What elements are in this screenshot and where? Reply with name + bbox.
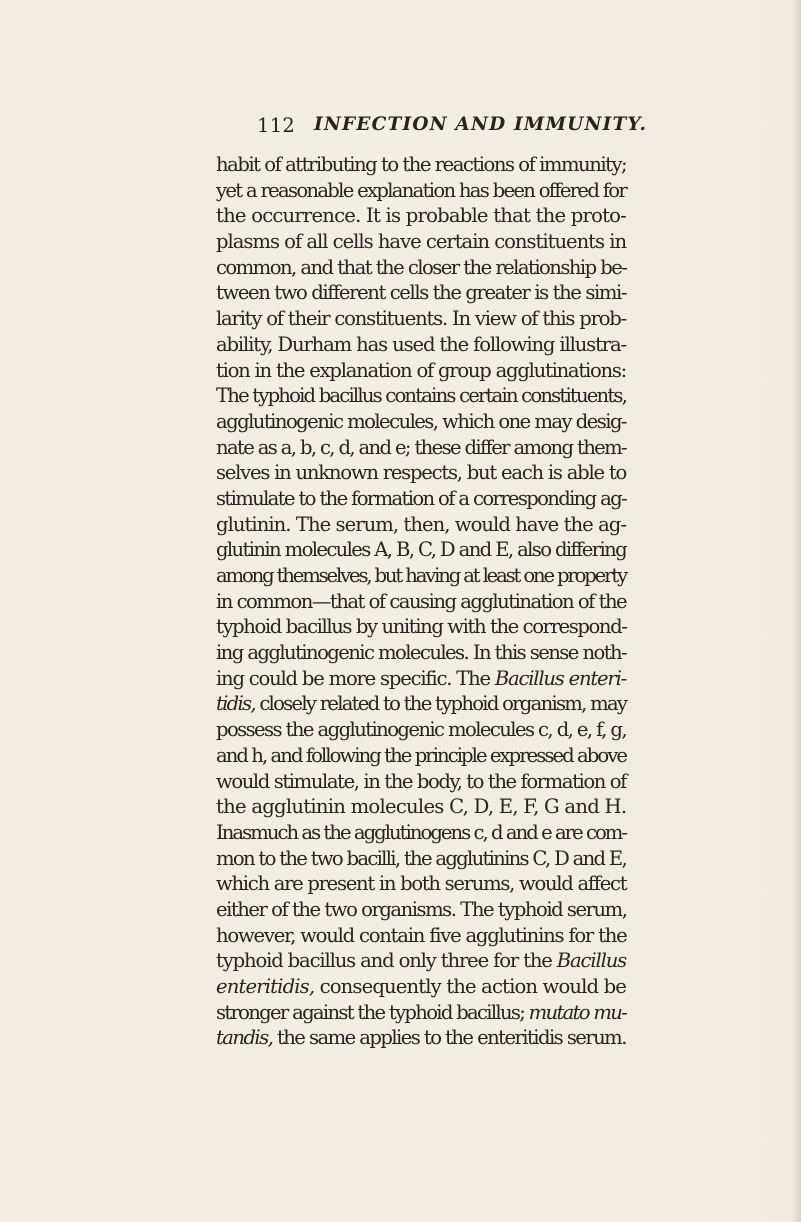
text-line: [216, 255, 626, 281]
text-line: [216, 871, 626, 897]
text-line: [216, 691, 626, 717]
italic-text-segment: tandis,: [216, 1026, 273, 1050]
text-line: [216, 846, 626, 872]
text-line: [216, 640, 626, 666]
text-line: [216, 306, 626, 332]
text-line: [216, 409, 626, 435]
text-segment: glutinin. The serum, then, would have the ag-: [216, 512, 626, 536]
text-segment: consequently the action would be: [314, 975, 627, 998]
text-line: [216, 614, 626, 640]
italic-text-segment: enteritidis,: [216, 975, 315, 998]
text-segment: the agglutinin molecules C, D, E, F, G and H.: [216, 795, 627, 819]
text-segment: in common—that of causing agglutination of the: [216, 589, 627, 613]
text-segment: possess the agglutinogenic molecules c, d, e, f, g,: [216, 718, 626, 742]
text-line: [216, 280, 626, 306]
text-segment: tion in the explanation of group agglutinations:: [216, 358, 626, 382]
text-segment: mon to the two bacilli, the agglutinins C, D and E,: [216, 846, 626, 870]
text-line: [216, 589, 626, 615]
text-segment: closely related to the typhoid organism, may: [254, 692, 627, 716]
text-line: [216, 537, 626, 563]
body-paragraph: [216, 152, 626, 1051]
text-line: [216, 229, 626, 255]
text-segment: yet a reasonable explanation has been offered for: [216, 178, 626, 202]
text-line: [216, 1025, 626, 1051]
text-line: [216, 203, 626, 229]
text-segment: agglutinogenic molecules, which one may desig-: [216, 409, 626, 433]
text-segment: common, and that the closer the relationship be-: [216, 255, 627, 279]
text-segment: stronger against the typhoid bacillus;: [216, 1000, 529, 1024]
text-line: [216, 743, 626, 769]
text-segment: Inasmuch as the agglutinogens c, d and e are com-: [216, 820, 627, 844]
text-segment: which are present in both serums, would affect: [216, 872, 627, 896]
page-number: 112: [257, 114, 296, 137]
text-line: [216, 563, 626, 589]
text-line: [216, 666, 626, 692]
text-line: [216, 152, 626, 178]
text-line: [216, 923, 626, 949]
text-line: [216, 332, 626, 358]
text-line: [216, 717, 626, 743]
text-line: [216, 974, 626, 1000]
text-segment: tween two different cells the greater is the simi-: [216, 281, 627, 305]
text-segment: nate as a, b, c, d, and e; these differ among them-: [216, 435, 626, 459]
italic-text-segment: Bacillus: [556, 949, 627, 973]
text-segment: ing agglutinogenic molecules. In this sense noth-: [216, 641, 627, 665]
text-segment: the same applies to the enteritidis serum.: [272, 1026, 626, 1050]
text-line: [216, 769, 626, 795]
text-segment: typhoid bacillus and only three for the: [216, 949, 557, 973]
text-line: [216, 486, 626, 512]
italic-text-segment: Bacillus enteri-: [494, 666, 627, 690]
text-segment: would stimulate, in the body, to the formation of: [216, 769, 626, 793]
text-segment: ability, Durham has used the following illustra-: [216, 332, 626, 356]
text-line: [216, 178, 626, 204]
text-segment: plasms of all cells have certain constituents in: [216, 230, 627, 254]
text-line: [216, 794, 626, 820]
text-segment: the occurrence. It is probable that the proto-: [216, 204, 626, 228]
text-line: [216, 948, 626, 974]
text-line: [216, 512, 626, 538]
text-segment: habit of attributing to the reactions of immunity;: [216, 153, 627, 176]
text-segment: glutinin molecules A, B, C, D and E, also differing: [216, 538, 626, 562]
text-segment: The typhoid bacillus contains certain constituents,: [216, 384, 627, 408]
text-line: [216, 460, 626, 486]
text-segment: and h, and following the principle expressed above: [216, 743, 626, 767]
text-line: [216, 358, 626, 384]
text-segment: larity of their constituents. In view of this prob-: [216, 307, 626, 331]
text-segment: stimulate to the formation of a corresponding ag-: [216, 486, 626, 510]
text-segment: either of the two organisms. The typhoid serum,: [216, 897, 627, 921]
italic-text-segment: tidis,: [216, 692, 255, 716]
text-line: [216, 897, 626, 923]
text-line: [216, 820, 626, 846]
running-title: INFECTION AND IMMUNITY.: [314, 114, 648, 135]
text-segment: among themselves, but having at least one property: [216, 564, 626, 587]
text-line: [216, 383, 626, 409]
text-line: [216, 435, 626, 461]
text-segment: selves in unknown respects, but each is able to: [216, 461, 626, 485]
text-line: [216, 1000, 626, 1026]
text-segment: however, would contain five agglutinins for the: [216, 923, 627, 947]
text-segment: typhoid bacillus by uniting with the correspond-: [216, 615, 627, 639]
italic-text-segment: mutato mu-: [528, 1000, 627, 1024]
page-edge-shadow: [791, 0, 801, 1222]
text-segment: ing could be more specific. The: [216, 666, 495, 690]
